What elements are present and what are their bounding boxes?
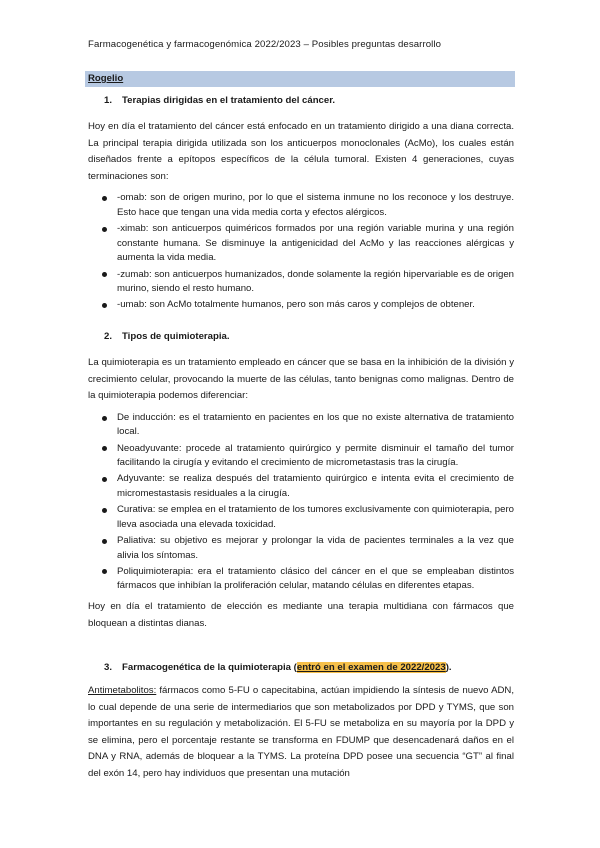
section-1-bullets — [88, 191, 514, 313]
section-1-intro: Hoy en día el tratamiento del cáncer está enfocado en un tratamiento dirigido a una diana correcta. La principal terapia dirigida utilizada son los anticuerpos monoclonales (AcMo), los cuales están diseñados frente a epítopos específicos de la célula tumoral. Existen 4 generaciones, cuyas terminaciones son: — [88, 121, 514, 182]
author-name-bar: Rogelio — [85, 71, 515, 87]
section-3-paragraph — [88, 683, 514, 783]
section-2-outro: Hoy en día el tratamiento de elección es mediante una terapia multidiana con fármacos que bloquean a distintas dianas. — [88, 601, 514, 630]
title-close: ). — [445, 662, 452, 673]
list-item: -zumab: son anticuerpos humanizados, donde solamente la región hipervariable es de origen murino, siendo el resto humano. — [88, 268, 514, 297]
section-title: Terapias dirigidas en el tratamiento del cáncer. — [122, 95, 336, 106]
bullet-icon — [102, 508, 107, 513]
bullet-icon — [102, 196, 107, 201]
page-header: Farmacogenética y farmacogenómica 2022/2023 – Posibles preguntas desarrollo — [88, 39, 442, 50]
section-number: 1. — [104, 95, 113, 106]
antimetabolitos-text: fármacos como 5-FU o capecitabina, actúan impidiendo la síntesis de nuevo ADN, lo cual depende de una serie de intermediarios que son metabolizados por DPD y TYMS, que son importantes en su regulación y metabolización. El 5-FU se metaboliza en su mayoría por la DPD y se elimina, pero el porcentaje restante se transforma en FDUMP que desencadenará daños en el DNA y RNA, además de bloquear a la TYMS. La proteína DPD posee una secuencia “GT” al final del exón 14, pero hay individuos que presentan una mutación — [88, 685, 514, 779]
section-title: Tipos de quimioterapia. — [122, 331, 230, 342]
list-item: Paliativa: su objetivo es mejorar y prolongar la vida de pacientes terminales a la vez que alivia los síntomas. — [88, 534, 514, 563]
section-2-bullets — [88, 411, 514, 594]
section-number: 2. — [104, 331, 113, 342]
bullet-icon — [102, 477, 107, 482]
list-item: Curativa: se emplea en el tratamiento de los tumores exclusivamente con quimioterapia, pero lleva asociada una elevada toxicidad. — [88, 503, 514, 532]
list-item: Adyuvante: se realiza después del tratamiento quirúrgico e intenta evita el crecimiento de micromestastasis residuales a la cirugía. — [88, 472, 514, 501]
bullet-icon — [102, 446, 107, 451]
bullet-icon — [102, 272, 107, 277]
section-1 — [88, 95, 514, 315]
bullet-icon — [102, 569, 107, 574]
title-open: ( — [291, 662, 297, 673]
section-3 — [88, 662, 514, 783]
list-item: Neoadyuvante: procede al tratamiento quirúrgico y permite disminuir el tamaño del tumor facilitando la cirugía y evitando el crecimiento de micrometastasis tras la cirugía. — [88, 442, 514, 471]
bullet-icon — [102, 303, 107, 308]
bullet-icon — [102, 227, 107, 232]
section-1-heading — [88, 95, 514, 106]
list-item: -omab: son de origen murino, por lo que el sistema inmune no los reconoce y los destruye. Esto hace que tengan una vida media corta y efectos alérgicos. — [88, 191, 514, 220]
section-title-wrap — [122, 662, 452, 673]
list-item: -ximab: son anticuerpos quiméricos formados por una región variable murina y una región constante humana. Se disminuye la antigenicidad del AcMo y las reacciones alérgicas y aumenta la vida media. — [88, 222, 514, 266]
list-item: Poliquimioterapia: era el tratamiento clásico del cáncer en el que se empleaban distintos fármacos que inhibían la proliferación celular, matando células en diferentes etapas. — [88, 565, 514, 594]
bullet-icon — [102, 416, 107, 421]
list-item: -umab: son AcMo totalmente humanos, pero son más caros y complejos de obtener. — [88, 298, 514, 313]
section-3-heading — [88, 662, 514, 673]
list-item: De inducción: es el tratamiento en pacientes en los que no existe alternativa de tratamiento local. — [88, 411, 514, 440]
section-number: 3. — [104, 662, 113, 673]
section-2-heading — [88, 331, 514, 342]
section-2 — [88, 331, 514, 633]
exam-note-highlight: entró en el examen de 2022/2023 — [296, 662, 446, 673]
section-2-intro: La quimioterapia es un tratamiento empleado en cáncer que se basa en la inhibición de la división y crecimiento celular, provocando la muerte de las células, tanto benignas como malignas. Dentro de la quimioterapia podemos diferenciar: — [88, 357, 514, 402]
section-title: Farmacogenética de la quimioterapia — [122, 662, 292, 673]
antimetabolitos-label: Antimetabolitos: — [88, 685, 157, 696]
bullet-icon — [102, 539, 107, 544]
